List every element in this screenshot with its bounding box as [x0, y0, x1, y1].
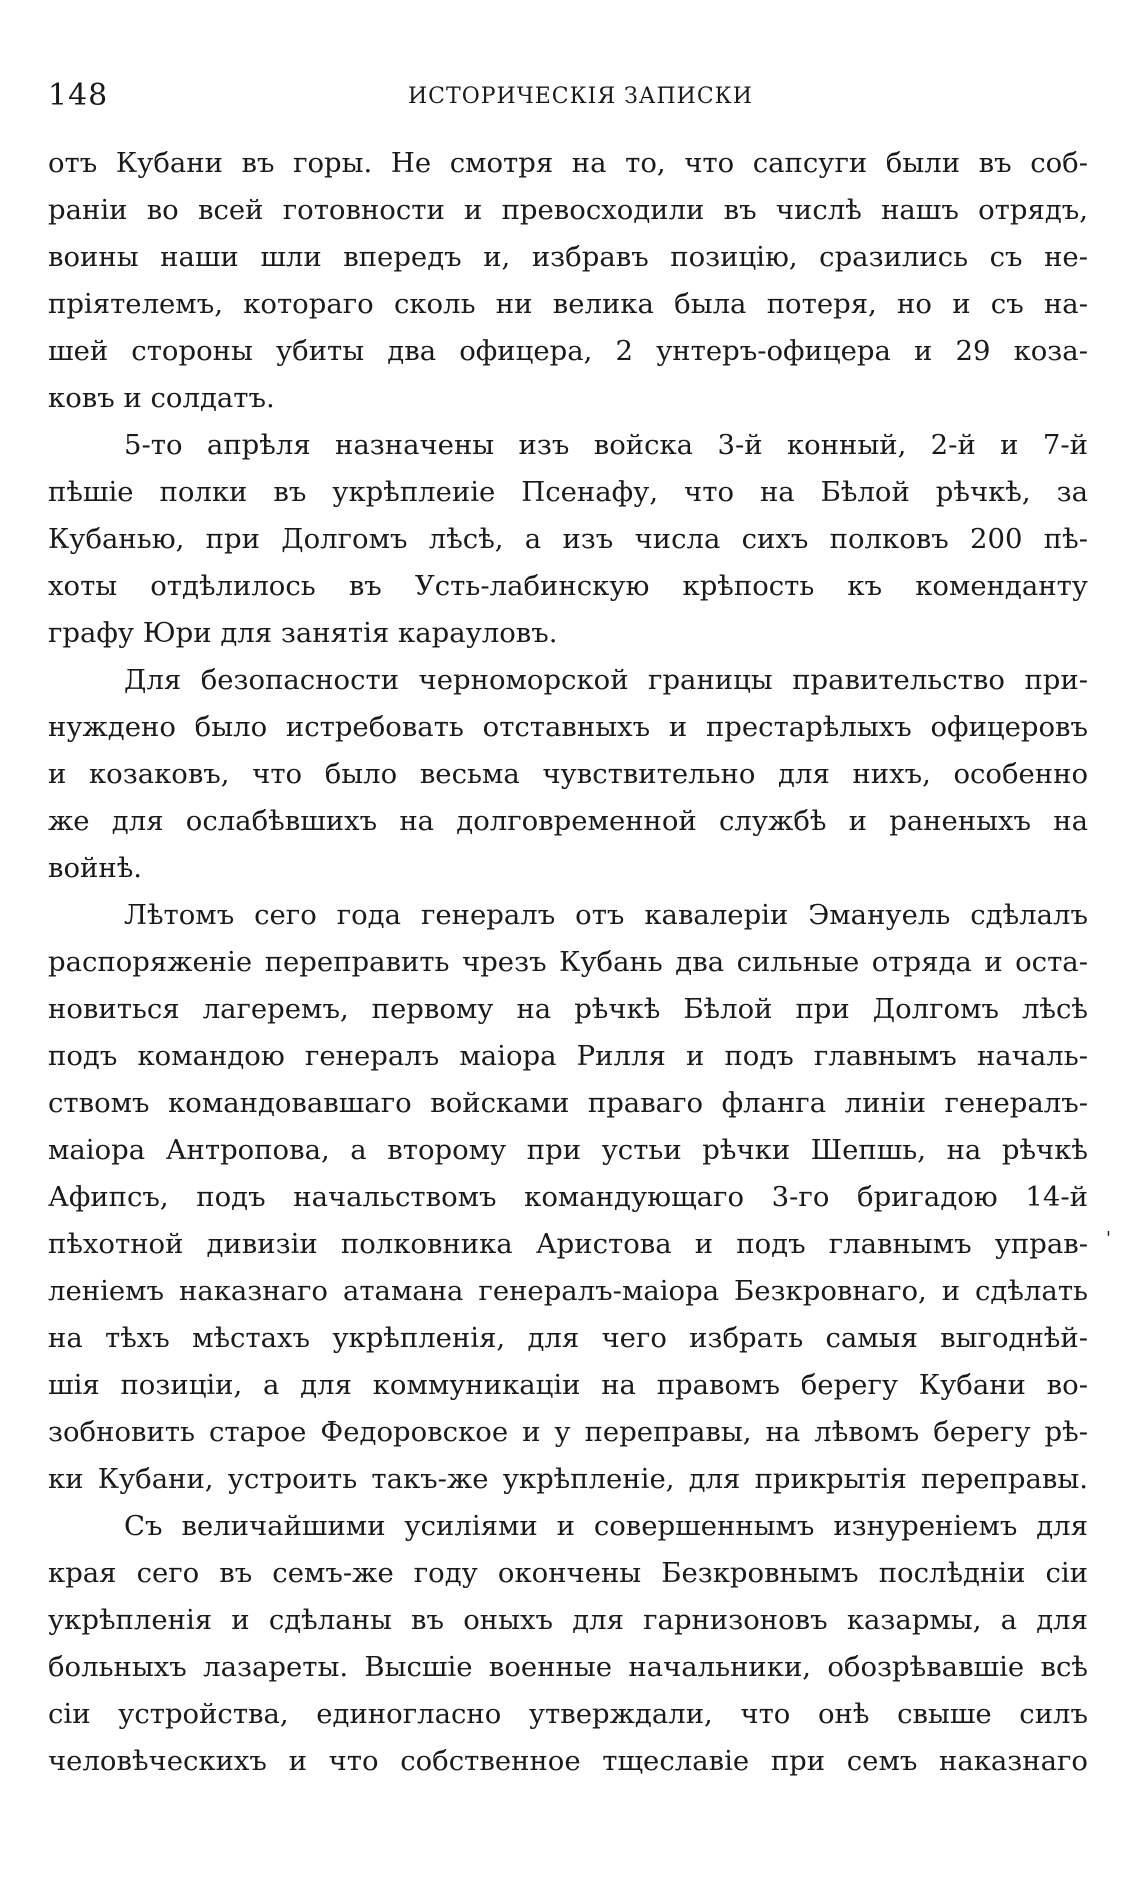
paragraph-4 — [48, 892, 1088, 1503]
text-line: Кубанью, при Долгомъ лѣсѣ, а изъ числа сихъ полковъ 200 пѣ- — [48, 523, 1088, 555]
text-line: маіора Антропова, а второму при устьи рѣчки Шепшь, на рѣчкѣ — [48, 1134, 1088, 1166]
text-line: сіи устройства, единогласно утверждали, что онѣ свыше силъ — [48, 1698, 1088, 1730]
text-line: же для ослабѣвшихъ на долговременной службѣ и раненыхъ на — [48, 805, 1088, 837]
text-line: человѣческихъ и что собственное тщеславіе при семъ наказнаго — [48, 1745, 1088, 1777]
text-line: распоряженіе переправить чрезъ Кубань два сильные отряда и оста- — [48, 946, 1088, 978]
text-line: новиться лагеремъ, первому на рѣчкѣ Бѣлой при Долгомъ лѣсѣ — [48, 993, 1088, 1025]
paragraph-5 — [48, 1503, 1088, 1785]
text-line: войнѣ. — [48, 852, 143, 884]
text-line: шей стороны убиты два офицера, 2 унтеръ-офицера и 29 коза- — [48, 335, 1088, 367]
text-line: Афипсъ, подъ начальствомъ командующаго 3-го бригадою 14-й — [48, 1181, 1088, 1213]
text-line: и козаковъ, что было весьма чувствительно для нихъ, особенно — [48, 758, 1088, 790]
text-line: раніи во всей готовности и превосходили въ числѣ нашъ отрядъ, — [48, 194, 1088, 226]
text-line: Съ величайшими усиліями и совершеннымъ изнуреніемъ для — [124, 1510, 1088, 1542]
running-head: ИСТОРИЧЕСКІЯ ЗАПИСКИ — [408, 84, 753, 109]
page-number: 148 — [48, 78, 109, 113]
text-line: пріятелемъ, котораго сколь ни велика была потеря, но и съ на- — [48, 288, 1088, 320]
text-line: подъ командою генералъ маіора Рилля и подъ главнымъ началь- — [48, 1040, 1088, 1072]
text-line: отъ Кубани въ горы. Не смотря на то, что сапсуги были въ соб- — [48, 147, 1088, 179]
text-line: на тѣхъ мѣстахъ укрѣпленія, для чего избрать самыя выгоднѣй- — [48, 1322, 1088, 1354]
page-header — [48, 78, 1088, 118]
text-line: ствомъ командовавшаго войсками праваго фланга линіи генералъ- — [48, 1087, 1088, 1119]
text-line: Лѣтомъ сего года генералъ отъ кавалеріи Эмануель сдѣлалъ — [124, 899, 1088, 931]
text-line: леніемъ наказнаго атамана генералъ-маіора Безкровнаго, и сдѣлать — [48, 1275, 1088, 1307]
text-line: края сего въ семъ-же году окончены Безкровнымъ послѣдніи сіи — [48, 1557, 1088, 1589]
text-line: зобновить старое Федоровское и у переправы, на лѣвомъ берегу рѣ- — [48, 1416, 1088, 1448]
stray-print-mark: ' — [1106, 1228, 1111, 1249]
paragraph-1 — [48, 140, 1088, 422]
text-line: графу Юри для занятія карауловъ. — [48, 617, 558, 649]
text-line: укрѣпленія и сдѣланы въ оныхъ для гарнизоновъ казармы, а для — [48, 1604, 1088, 1636]
text-line: нуждено было истребовать отставныхъ и престарѣлыхъ офицеровъ — [48, 711, 1088, 743]
text-line: ковъ и солдатъ. — [48, 382, 275, 414]
text-line: шія позиціи, а для коммуникаціи на правомъ берегу Кубани во- — [48, 1369, 1088, 1401]
text-line: хоты отдѣлилось въ Усть-лабинскую крѣпость къ коменданту — [48, 570, 1088, 602]
text-line: пѣшіе полки въ укрѣплеиіе Псенафу, что на Бѣлой рѣчкѣ, за — [48, 476, 1088, 508]
paragraph-3 — [48, 657, 1088, 892]
text-line: ки Кубани, устроить такъ-же укрѣпленіе, для прикрытія переправы. — [48, 1463, 1088, 1495]
text-line: пѣхотной дивизіи полковника Аристова и подъ главнымъ управ- — [48, 1228, 1088, 1260]
paragraph-2 — [48, 422, 1088, 657]
text-line: 5-то апрѣля назначены изъ войска 3-й конный, 2-й и 7-й — [124, 429, 1088, 461]
text-line: Для безопасности черноморской границы правительство при- — [124, 664, 1088, 696]
text-line: воины наши шли впередъ и, избравъ позицію, сразились съ не- — [48, 241, 1088, 273]
text-line: больныхъ лазареты. Высшіе военные начальники, обозрѣвавшіе всѣ — [48, 1651, 1088, 1683]
body-text — [48, 140, 1088, 1785]
